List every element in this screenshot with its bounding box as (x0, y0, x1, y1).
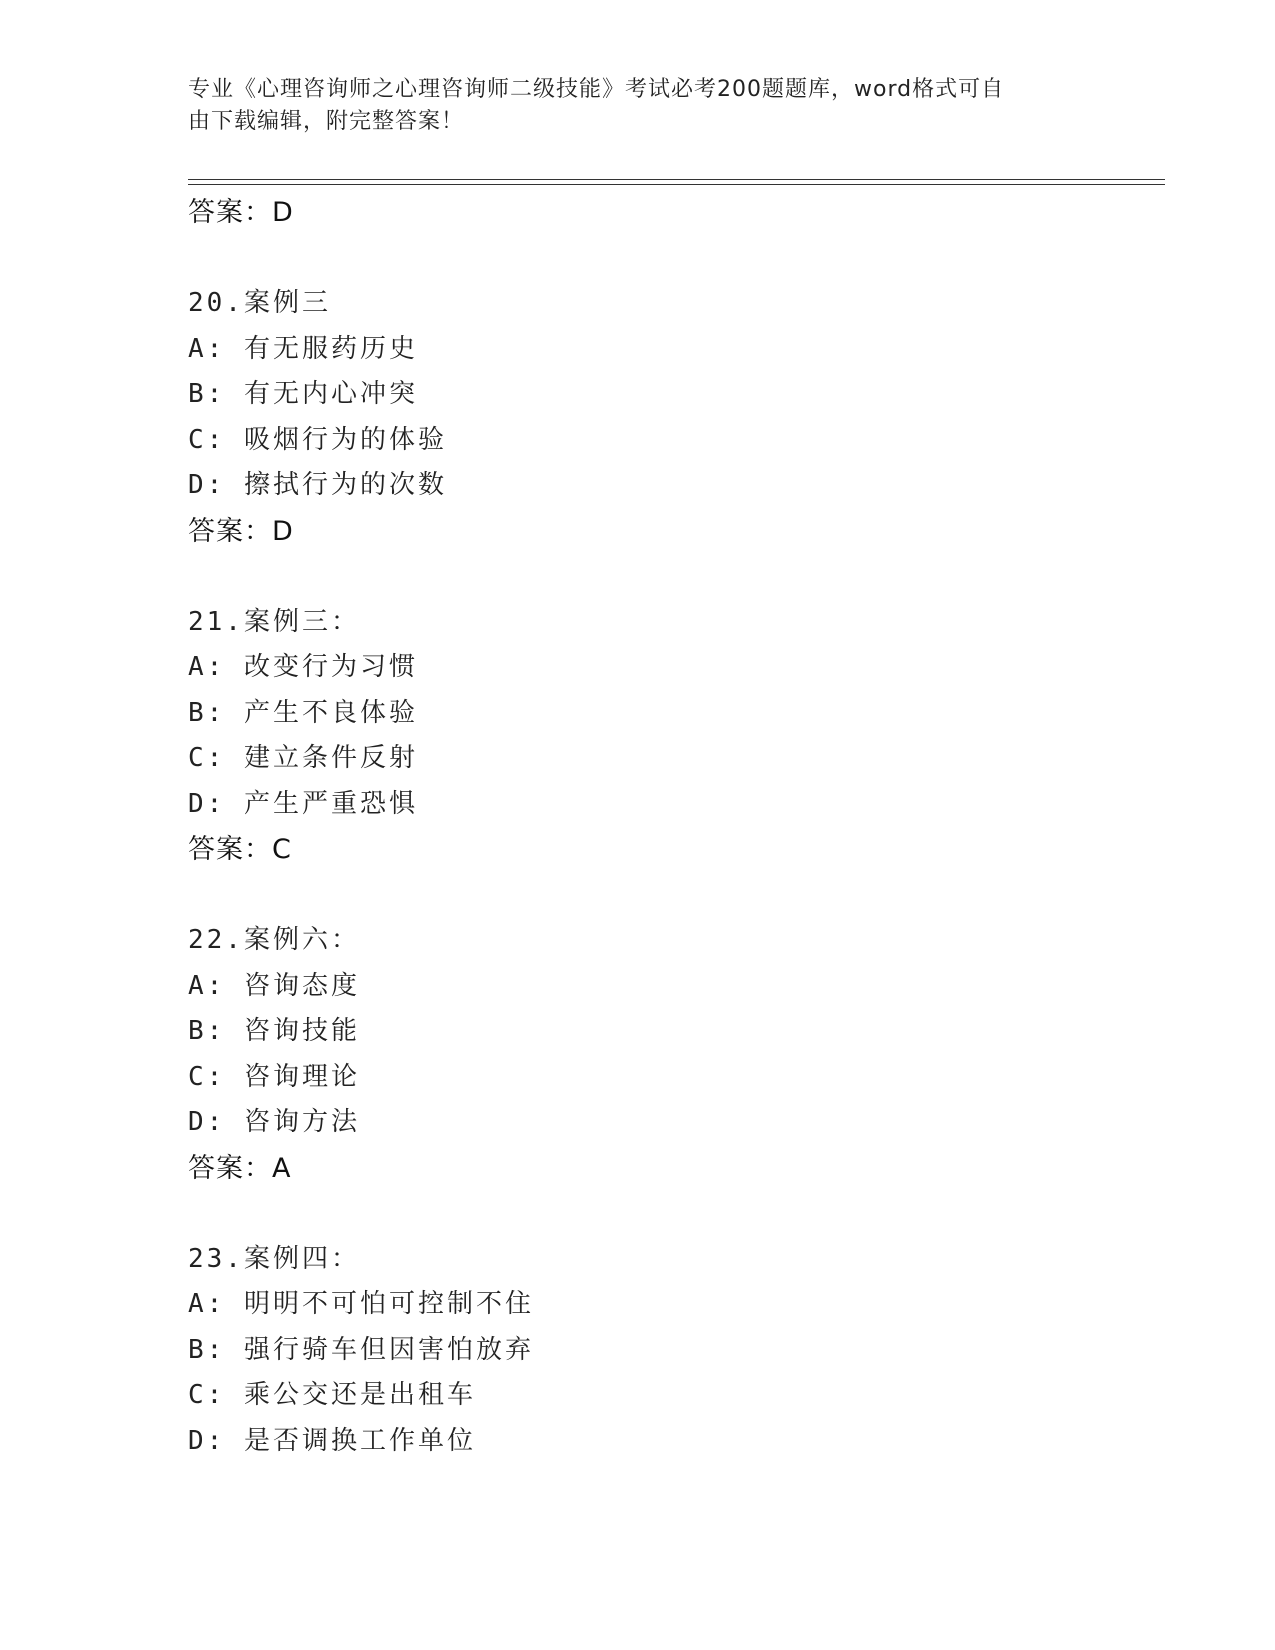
answer-line: 答案：D (188, 515, 294, 547)
spacer (188, 1191, 1088, 1237)
header-divider-bottom (188, 184, 1165, 185)
question-block (188, 918, 1088, 1237)
option-c: C: 吸烟行为的体验 (188, 424, 447, 455)
spacer (188, 554, 1088, 600)
question-title: 23.案例四： (188, 1243, 360, 1274)
option-a: A: 咨询态度 (188, 970, 360, 1001)
previous-answer: 答案：D (188, 197, 294, 228)
spacer (188, 236, 1088, 282)
header-line-2: 由下载编辑，附完整答案！ (188, 109, 465, 134)
answer-line: 答案：A (188, 1152, 292, 1184)
option-b: B: 有无内心冲突 (188, 379, 418, 409)
question-list (188, 190, 1088, 1464)
header-divider-top (188, 179, 1165, 180)
question-title: 21.案例三： (188, 606, 360, 637)
option-d: D: 擦拭行为的次数 (188, 470, 447, 500)
question-title: 20.案例三 (188, 288, 331, 318)
option-a: A: 改变行为习惯 (188, 652, 418, 682)
option-b: B: 产生不良体验 (188, 697, 418, 728)
option-d: D: 产生严重恐惧 (188, 788, 418, 819)
document-header (188, 74, 1088, 138)
option-c: C: 咨询理论 (188, 1061, 360, 1092)
answer-line: 答案：C (188, 834, 292, 865)
spacer (188, 873, 1088, 919)
option-d: D: 咨询方法 (188, 1107, 360, 1137)
question-title: 22.案例六： (188, 925, 360, 955)
question-block (188, 281, 1088, 600)
question-block (188, 600, 1088, 919)
header-line-1: 专业《心理咨询师之心理咨询师二级技能》考试必考200题题库，word格式可自 (188, 77, 1005, 102)
option-c: C: 乘公交还是出租车 (188, 1380, 476, 1410)
option-a: A: 有无服药历史 (188, 333, 418, 364)
option-a: A: 明明不可怕可控制不住 (188, 1289, 534, 1319)
option-c: C: 建立条件反射 (188, 743, 418, 773)
option-b: B: 咨询技能 (188, 1016, 360, 1046)
option-b: B: 强行骑车但因害怕放弃 (188, 1334, 534, 1365)
option-d: D: 是否调换工作单位 (188, 1425, 476, 1456)
question-block (188, 1237, 1088, 1465)
